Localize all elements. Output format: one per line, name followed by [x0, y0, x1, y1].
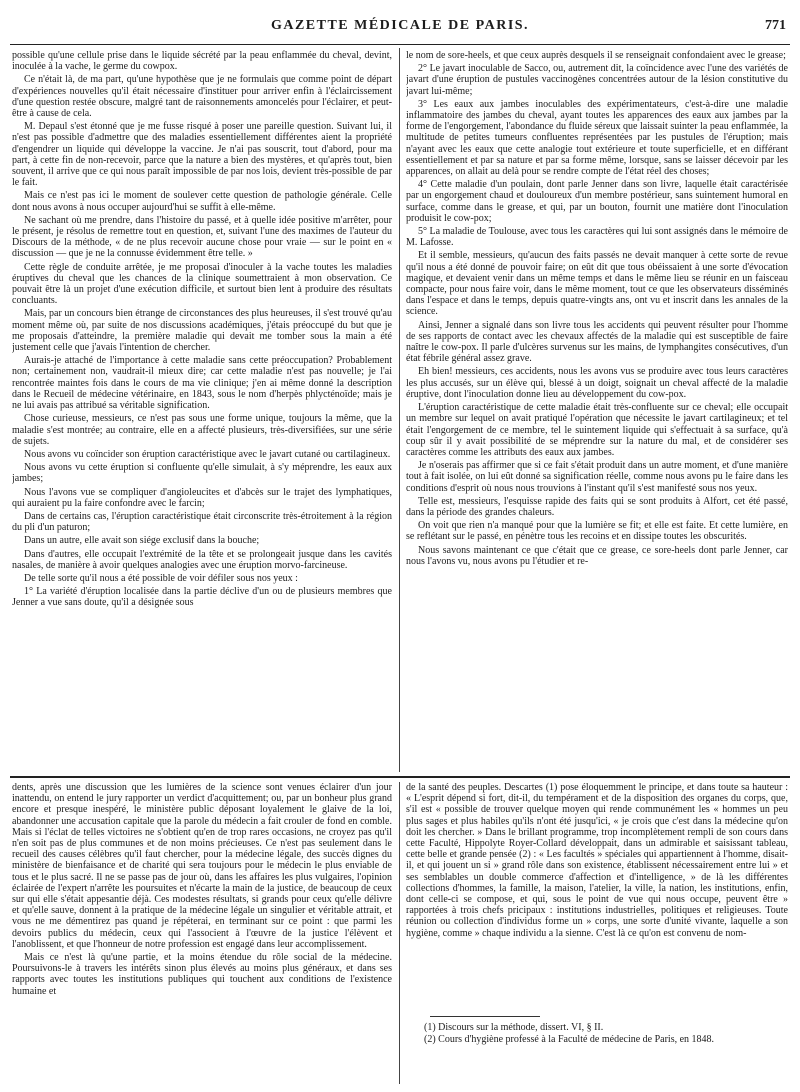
paragraph: le nom de sore-heels, et que ceux auprès desquels il se renseignait confondaient avec le grease;	[406, 50, 786, 61]
paragraph: Ne sachant où me prendre, dans l'histoire du passé, et à quelle idée positive m'arrêter, pour le présent, je résolus de remettre tout en question, et, suivant l'une des maximes de l'auteur du Discours de la méthode, « de ne plus recevoir aucune chose pour vraie — sur le point en « discussion — que je ne la connusse évidemment être telle. »	[12, 214, 392, 260]
paragraph: L'éruption caractéristique de cette maladie était très-confluente sur ce cheval; elle occupait un membre sur lequel on avait pratiqué l'opération que nécessite le javart cartilagineux; et tel était l'engorgement de ce membre, tel le suintement liquide qui s'effectuait à sa surface, qu'à coup sûr il y avait possibilité de se méprendre sur la nature du mal, et de considérer ses caractères comme les attributs des eaux aux jambes.	[406, 402, 788, 458]
journal-title: GAZETTE MÉDICALE DE PARIS.	[270, 18, 530, 33]
paragraph: De telle sorte qu'il nous a été possible de voir défiler sous nos yeux :	[24, 572, 298, 584]
paragraph: 4° Cette maladie d'un poulain, dont parle Jenner dans son livre, laquelle était caractérisée par un engorgement chaud et douloureux d'un membre postérieur, sans suintement humoral en surface, comme dans le grease, et qui, par un bouton, fournit une matière dont l'inoculation produisit le cow-pox;	[406, 179, 788, 224]
column-divider-top	[399, 48, 400, 772]
section-rule	[10, 776, 790, 778]
paragraph: Mais ce n'est là qu'une partie, et la moins étendue du rôle social de la médecine. Poursuivons-le à travers les intérêts sinon plus élevés au moins plus généraux, et dans ses rapports avec toutes les institutions publiques qui touchent aux conditions de l'existence humaine et	[12, 952, 392, 997]
paragraph: Nous avons vu coïncider son éruption caractéristique avec le javart cutané ou cartilagineux.	[24, 448, 391, 460]
paragraph: Nous l'avons vue se compliquer d'angioleucites et d'abcès sur le trajet des lymphatiques, qui auraient pu la faire confondre avec le farcin;	[12, 486, 392, 509]
paragraph: Nous savons maintenant ce que c'était que ce grease, ce sore-heels dont parle Jenner, car nous l'avons vu, nous avons pu l'étudier et re-	[406, 544, 788, 567]
paragraph: Je n'oserais pas affirmer que si ce fait s'était produit dans un autre moment, et d'une manière tout à fait isolée, on lui eût donné sa signification réelle, comme nous avons pu le faire dans les conditions d'esprit où nous nous trouvions à l'instant qu'il s'est manifesté sous nos yeux.	[406, 460, 788, 494]
paragraph: Dans d'autres, elle occupait l'extrémité de la tête et se prolongeait jusque dans les cavités nasales, de manière à avoir quelques analogies avec une éruption morvo-farcineuse.	[12, 548, 392, 571]
paragraph: Mais ce n'est pas ici le moment de soulever cette question de pathologie générale. Celle dont nous avons à nous occuper aujourd'hui se suffit à elle-même.	[12, 190, 392, 213]
paragraph: 2° Le javart inoculable de Sacco, ou, autrement dit, la coïncidence avec l'une des variétés de javart d'une éruption de pustules vaccinogènes concentrées autour de la lésion constitutive du javart lui-même;	[406, 63, 788, 97]
paragraph: Aurais-je attaché de l'importance à cette maladie sans cette préoccupation? Probablement non; certainement non, vaudrait-il mieux dire; car cette maladie n'est pas nouvelle; je l'ai rencontrée maintes fois dans le cours de ma vie clinique; j'en ai même donné la description dans le Recueil de médecine vétérinaire, en 1843, sous le nom d'herpès phlycténoïde; mais je ne lui avais pas attribué sa véritable signification.	[12, 355, 392, 412]
top-left-column	[12, 50, 392, 772]
paragraph: Et il semble, messieurs, qu'aucun des faits passés ne devait manquer à cette sorte de revue qu'il nous a été donné de pouvoir faire; on eût dit que tous obéissaient à une sorte d'évocation magique, et devaient venir dans un même temps et dans le même lieu se réunir en un faisceau compacte, pour nous faire voir, dans le même moment, tout ce que les observateurs disséminés dans l'espace et dans le temps, depuis quatre-vingts ans, ont vu et inscrit dans les annales de la science.	[406, 250, 788, 318]
paragraph: 5° La maladie de Toulouse, avec tous les caractères qui lui sont assignés dans le mémoire de M. Lafosse.	[406, 226, 788, 249]
bottom-right-column	[406, 782, 788, 1012]
paragraph: Eh bien! messieurs, ces accidents, nous les avons vus se produire avec tous leurs caractères les plus accusés, sur un élève qui, blessé à un doigt, soignait un cheval affecté de la maladie éruptive, dont l'inoculation donne lieu au développement du cow-pox.	[406, 366, 788, 400]
paragraph: On voit que rien n'a manqué pour que la lumière se fit; et elle est faite. Et cette lumière, en se reflétant sur le passé, en pénètre tous les recoins et en dissipe toutes les obscurités.	[406, 520, 788, 543]
footnote: (2) Cours d'hygiène professé à la Faculté de médecine de Paris, en 1848.	[424, 1034, 715, 1045]
paragraph: Telle est, messieurs, l'esquisse rapide des faits qui se sont produits à Alfort, cet été passé, dans la période des grandes chaleurs.	[406, 495, 788, 518]
footnote: (1) Discours sur la méthode, dissert. VI, § II.	[424, 1022, 604, 1033]
paragraph: Ainsi, Jenner a signalé dans son livre tous les accidents qui peuvent résulter pour l'homme de ses rapports de contact avec les chevaux affectés de la maladie qui est susceptible de faire naître le cow-pox. Il parle d'ulcères survenus sur les mains, de lymphangites consécutives, d'un état fébrile général assez grave.	[406, 319, 788, 365]
column-divider-bottom	[399, 782, 400, 1084]
header-rule	[10, 44, 790, 45]
paragraph: possible qu'une cellule prise dans le liquide sécrété par la peau enflammée du cheval, devint, inoculée à la vache, le germe du cowpox.	[12, 50, 392, 73]
paragraph: de la santé des peuples. Descartes (1) pose éloquemment le principe, et dans toute sa hauteur : « L'esprit dépend si fort, dit-il, du tempérament et de la disposition des organes du corps, que, s'il est « possible de trouver quelque moyen qui rende communément les « hommes un peu plus sages et plus habiles qu'ils n'ont été jusqu'ici, « je crois que c'est dans la médecine qu'on doit les chercher. » Dans le brillant programme, trop incomplètement rempli de son cours dans cette Faculté, Hippolyte Royer-Collard développait, dans un admirable et saisissant tableau, cette belle et grande pensée (2) : « Les facultés » spéciales qui appartiennent à l'homme, disait-il, et qui jouent un si » grand rôle dans son existence, établissent nécessairement entre lui » et ses semblables un double commerce d'affection et d'intelligence, » de là les différentes collections d'hommes, la famille, la maison, l'atelier, la ville, la nation, les institutions, enfin, dont celle-ci se compose, et qui, sous le point de vue qui nous occupe, peuvent être » rapportées à trois chefs pricipaux : institutions industrielles, politiques et religieuses. Toute réunion ou collection d'individus forme un » corps, une sorte d'unité vivante, laquelle a son hygiène, comme » chaque individu a la sienne. C'est là ce qu'on est convenu de nom-	[406, 782, 788, 939]
paragraph: M. Depaul s'est étonné que je me fusse risqué à poser une pareille question. Suivant lui, il n'est pas possible d'admettre que des maladies essentiellement différentes aient la propriété d'engendrer un liquide qui développe la vaccine. Je n'ai pas souscrit, tout d'abord, pour ma part, à cette fin de non-recevoir, parce que la nature a bien des mystères, et qu'après tout, bien souvent, il arrive que ce qui nous paraît impossible de par nos lois, devient très-possible de par le fait.	[12, 121, 392, 189]
page-header	[10, 14, 790, 38]
paragraph: Nous avons vu cette éruption si confluente qu'elle simulait, à s'y méprendre, les eaux aux jambes;	[12, 462, 392, 485]
paragraph: 3° Les eaux aux jambes inoculables des expérimentateurs, c'est-à-dire une maladie inflammatoire des jambes du cheval, ayant toutes les apparences des eaux aux jambes par la forme de l'engorgement, l'abondance du fluide séreux que laissait suinter la peau enflammée, la multitude de petites tumeurs confluentes représentées par les pustules de l'éruption; mais n'ayant avec les eaux que cette analogie tout extérieure et toute superficielle, et en différant essentiellement et par sa nature et par sa forme même, lorsque, sans se laisser décevoir par les apparences, on allait au delà pour se rendre compte de l'état réel des choses;	[406, 98, 788, 178]
paragraph: Mais, par un concours bien étrange de circonstances des plus heureuses, il s'est trouvé qu'au moment même où, par suite de nos discussions académiques, j'étais préoccupé du but que je me proposais d'atteindre, la première maladie qui devait me tomber sous la main a été justement celle que j'avais l'intention de chercher.	[12, 308, 392, 354]
footnote-rule	[430, 1016, 540, 1017]
paragraph: dents, après une discussion que les lumières de la science sont venues éclairer d'un jour inattendu, on entend le jury rapporter un verdict d'acquittement; ou, par un bonheur plus grand encore et presque inespéré, le ministère public déposant loyalement le glaive de la loi, abandonner une accusation capitale que la parole du médecin a fait crouler de fond en comble. Mais si l'éclat de telles victoires ne s'obtient qu'en de trop rares occasions, ne croyez pas qu'il n'en soit pas de plus communes et de non moins précieuses. Ce n'est pas seulement dans le recueil des causes célèbres qu'il faut chercher, pour la médecine légale, des succès dignes du ministère de bienfaisance et de charité qui sera toujours pour le médecin le plus enviable de tous et le plus sacré. Il ne se passe pas de jour où, dans les affaires les plus vulgaires, l'opinion éclairée de l'expert n'arrête les poursuites et n'écarte la main de la justice, de beaucoup de ceux sur qui elle s'était appesantie déjà. Ces modestes résultats, si grands pour ceux qu'elle délivre et qu'elle sauve, donnent à la pratique de la médecine légale un singulier et véritable attrait, et vous ne me démentirez pas quand je répéterai, en terminant sur ce point : que parmi les devoirs publics du médecin, ceux qui l'associent à l'œuvre de la justice l'élèvent et l'anoblissent, et que l'honneur de notre profession est engagé dans leur accomplissement.	[12, 782, 392, 950]
paragraph: Ce n'était là, de ma part, qu'une hypothèse que je ne formulais que comme point de départ d'expériences nouvelles qu'il était nécessaire d'instituer pour arriver enfin à l'éclaircissement d'une question restée obscure, malgré tant de raisonnements amoncelés pour l'éclairer, et peut-être à cause de cela.	[12, 74, 392, 120]
paragraph: 1° La variété d'éruption localisée dans la partie déclive d'un ou de plusieurs membres que Jenner a vue sans doute, qu'il a désignée sous	[12, 586, 392, 609]
page-number: 771	[765, 18, 786, 33]
paragraph: Cette règle de conduite arrêtée, je me proposai d'inoculer à la vache toutes les maladies éruptives du cheval que les chances de la clinique soumettraient à mon observation. Ce pouvait être là un projet d'une exécution difficile, et surtout bien lent à produire des résultats concluants.	[12, 261, 392, 307]
top-right-column	[406, 50, 788, 772]
paragraph: Dans un autre, elle avait son siége exclusif dans la bouche;	[24, 535, 260, 547]
paragraph: Dans de certains cas, l'éruption caractéristique était circonscrite très-étroitement à la région du pli d'un paturon;	[12, 510, 392, 534]
footnotes	[424, 1022, 784, 1046]
paragraph: Chose curieuse, messieurs, ce n'est pas sous une forme unique, toujours la même, que la maladie s'est montrée; au contraire, elle en a affecté plusieurs, très-diversifiées, sur une série de sujets.	[12, 413, 392, 447]
bottom-left-column	[12, 782, 392, 1088]
